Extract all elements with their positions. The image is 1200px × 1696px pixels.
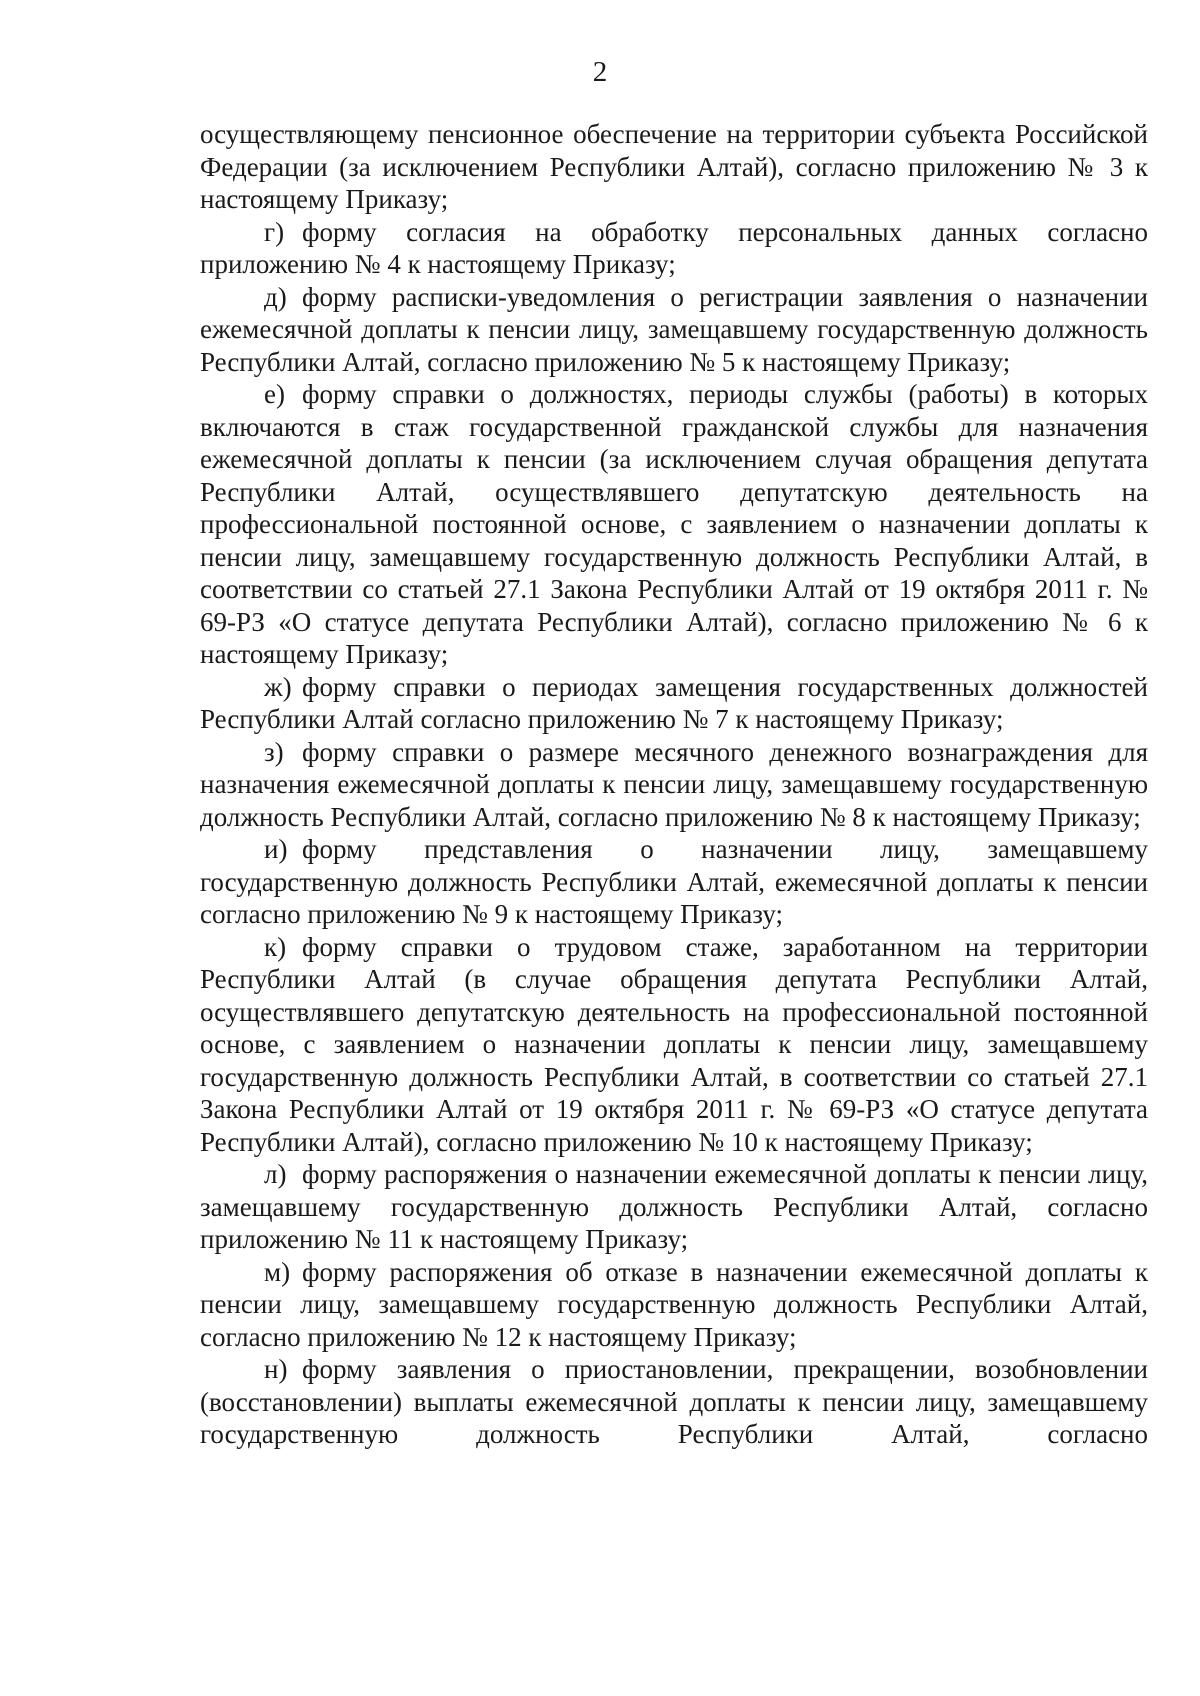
list-item-g [200, 216, 1148, 281]
item-text: форму справки о трудовом стаже, заработанном на территории Республики Алтай (в случае обращения депутата Республики Алтай, осуществлявшего депутатскую деятельность на профессиональной постоянной основе, с заявлением о назначении доплаты к пенсии лицу, замещавшему государственную должность Республики Алтай, в соответствии со статьей 27.1 Закона Республики Алтай от 19 октября 2011 г. № 69-РЗ «О статусе депутата Республики Алтай), согласно приложению № 10 к настоящему Приказу; [200, 931, 1148, 1157]
item-text: форму распоряжения об отказе в назначении ежемесячной доплаты к пенсии лицу, замещавшему государственную должность Республики Алтай, согласно приложению № 12 к настоящему Приказу; [200, 1256, 1148, 1352]
item-letter: м) [264, 1256, 291, 1287]
list-item-i [200, 833, 1148, 931]
item-letter: е) [264, 379, 285, 409]
item-text: форму справки о должностях, периоды службы (работы) в которых включаются в стаж государственной гражданской службы для назначения ежемесячной доплаты к пенсии (за исключением случая обращения депутата Республики Алтай, осуществлявшего депутатскую деятельность на профессиональной постоянной основе, с заявлением о назначении доплаты к пенсии лицу, замещавшему государственную должность Республики Алтай, в соответствии со статьей 27.1 Закона Республики Алтай от 19 октября 2011 г. № 69-РЗ «О статусе депутата Республики Алтай), согласно приложению № 6 к настоящему Приказу; [200, 379, 1148, 669]
item-text: форму согласия на обработку персональных данных согласно приложению № 4 к настоящему Приказу; [200, 216, 1148, 279]
item-letter: и) [264, 834, 288, 864]
item-text: форму распоряжения о назначении ежемесячной доплаты к пенсии лицу, замещавшему государственную должность Республики Алтай, согласно приложению № 11 к настоящему Приказу; [200, 1159, 1148, 1254]
item-text: форму справки о периодах замещения государственных должностей Республики Алтай согласно приложению № 7 к настоящему Приказу; [200, 671, 1148, 734]
list-item-zh [200, 671, 1148, 736]
list-item-l [200, 1158, 1148, 1256]
item-text: форму расписки-уведомления о регистрации заявления о назначении ежемесячной доплаты к пенсии лицу, замещавшему государственную должность Республики Алтай, согласно приложению № 5 к настоящему Приказу; [200, 281, 1148, 377]
item-letter: д) [264, 281, 287, 312]
list-item-m [200, 1256, 1148, 1354]
page-number: 2 [592, 56, 608, 88]
document-body [200, 118, 1148, 1451]
list-item-d [200, 281, 1148, 379]
item-letter: н) [264, 1354, 288, 1384]
item-text: форму представления о назначении лицу, замещавшему государственную должность Республики Алтай, ежемесячной доплаты к пенсии согласно приложению № 9 к настоящему Приказу; [200, 834, 1148, 929]
item-letter: л) [264, 1159, 287, 1189]
list-item-e [200, 378, 1148, 671]
item-letter: з) [264, 736, 284, 767]
item-text: форму справки о размере месячного денежного вознаграждения для назначения ежемесячной доплаты к пенсии лицу, замещавшему государственную должность Республики Алтай, согласно приложению № 8 к настоящему Приказу; [200, 736, 1148, 832]
item-letter: г) [264, 216, 285, 247]
list-item-n [200, 1353, 1148, 1451]
continuation-paragraph: осуществляющему пенсионное обеспечение на территории субъекта Российской Федерации (за исключением Республики Алтай), согласно приложению № 3 к настоящему Приказу; [200, 119, 1148, 214]
list-item-k [200, 931, 1148, 1159]
item-text: форму заявления о приостановлении, прекращении, возобновлении (восстановлении) выплаты ежемесячной доплаты к пенсии лицу, замещавшему государственную должность Республики Алтай, согласно [200, 1354, 1148, 1449]
item-letter: к) [264, 931, 287, 962]
list-item-z [200, 736, 1148, 834]
item-letter: ж) [264, 671, 292, 702]
